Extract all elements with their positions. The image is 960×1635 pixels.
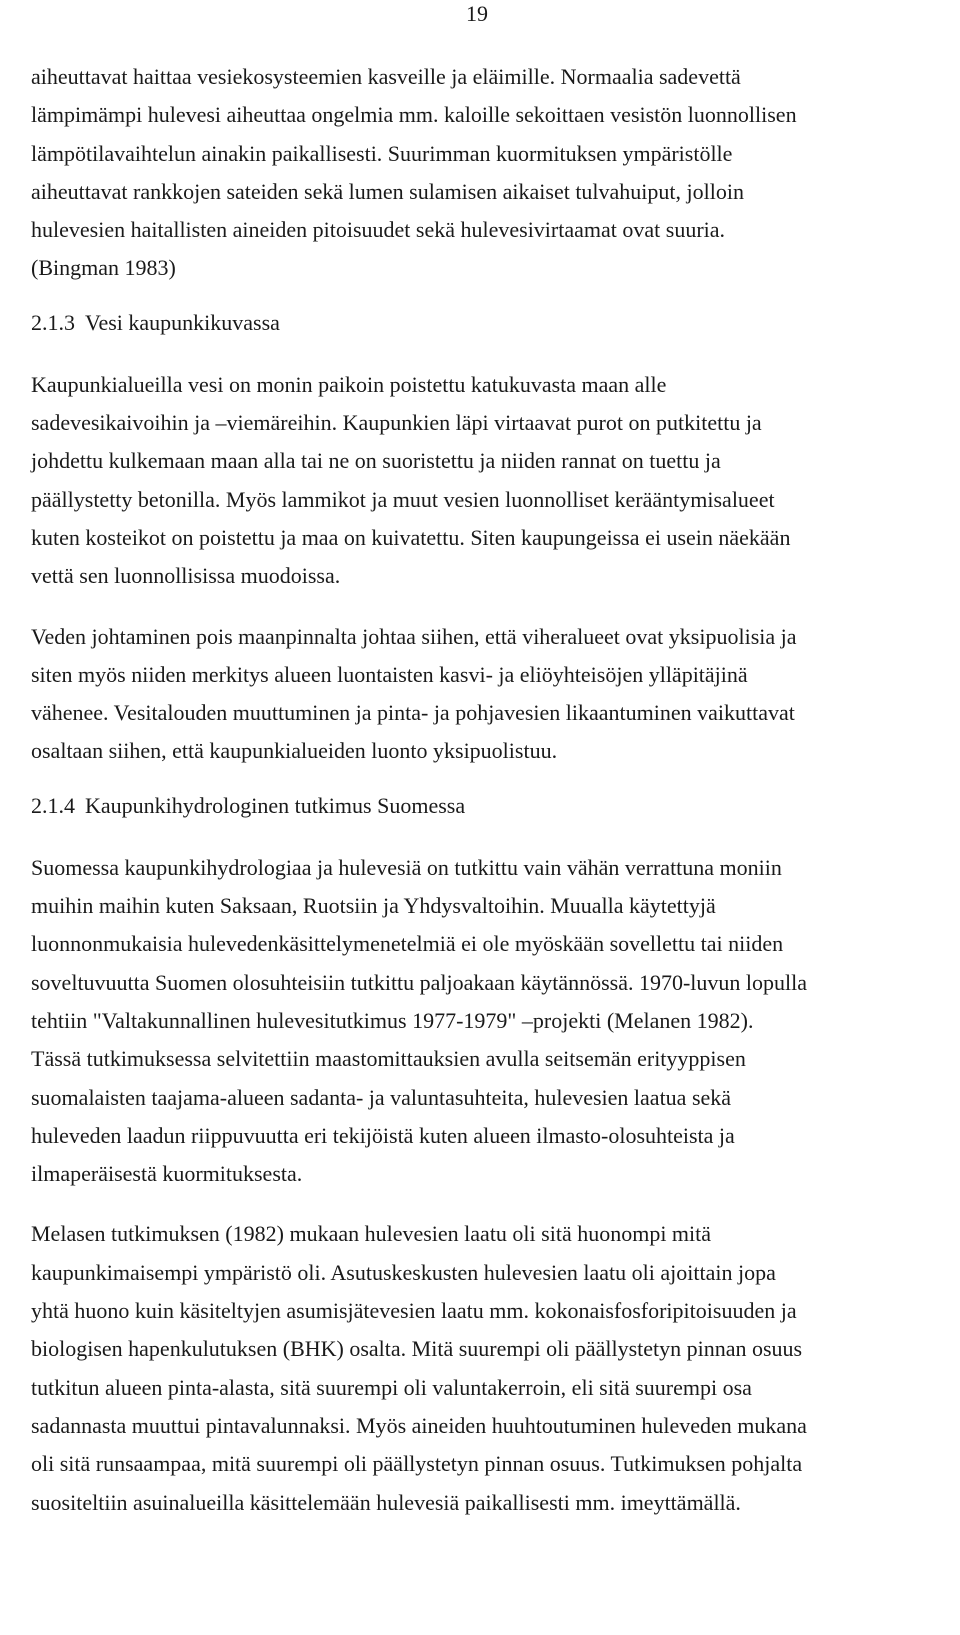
text-line: kuten kosteikot on poistettu ja maa on kuivatettu. Siten kaupungeissa ei usein näekään	[31, 524, 791, 550]
text-line: yhtä huono kuin käsiteltyjen asumisjätevesien laatu mm. kokonaisfosforipitoisuuden ja	[31, 1298, 797, 1324]
text-line: ilmaperäisestä kuormituksesta.	[31, 1161, 303, 1187]
section-number: 2.1.4	[31, 792, 75, 818]
paragraph-melanen-findings	[31, 1215, 936, 1521]
paragraph-water-in-cityscape	[31, 366, 936, 596]
section-heading-2-1-3	[31, 304, 936, 342]
page-number: 19	[466, 1, 488, 26]
text-line: osaltaan siihen, että kaupunkialueiden luonto yksipuolistuu.	[31, 738, 558, 764]
paragraph-finnish-research	[31, 849, 936, 1194]
text-line: sadannasta muuttui pintavalunnaksi. Myös aineiden huuhtoutuminen huleveden mukana	[31, 1412, 807, 1438]
section-heading-2-1-4	[31, 787, 936, 825]
text-line: aiheuttavat rankkojen sateiden sekä lumen sulamisen aikaiset tulvahuiput, jolloin	[31, 178, 744, 204]
text-line: suomalaisten taajama-alueen sadanta- ja valuntasuhteita, hulevesien laatua sekä	[31, 1084, 732, 1110]
text-line: sadevesikaivoihin ja –viemäreihin. Kaupunkien läpi virtaavat purot on putkitettu ja	[31, 410, 762, 436]
text-line: Melasen tutkimuksen (1982) mukaan hulevesien laatu oli sitä huonompi mitä	[31, 1221, 712, 1247]
text-line: tehtiin "Valtakunnallinen hulevesitutkimus 1977-1979" –projekti (Melanen 1982).	[31, 1007, 754, 1033]
text-line: johdettu kulkemaan maan alla tai ne on suoristettu ja niiden rannat on tuettu ja	[31, 448, 721, 474]
text-line: aiheuttavat haittaa vesiekosysteemien kasveille ja eläimille. Normaalia sadevettä	[31, 64, 741, 89]
text-line: Veden johtaminen pois maanpinnalta johtaa siihen, että viheralueet ovat yksipuolisia ja	[31, 623, 797, 649]
text-line: päällystetty betonilla. Myös lammikot ja muut vesien luonnolliset kerääntymisalueet	[31, 486, 775, 512]
text-line: hulevesien haitallisten aineiden pitoisuudet sekä hulevesivirtaamat ovat suuria.	[31, 217, 726, 243]
section-number: 2.1.3	[31, 309, 75, 335]
text-line: Suomessa kaupunkihydrologiaa ja hulevesiä on tutkittu vain vähän verrattuna moniin	[31, 854, 782, 880]
text-line: huleveden laadun riippuvuutta eri tekijöistä kuten alueen ilmasto-olosuhteista ja	[31, 1122, 735, 1148]
paragraph-drainage-effects	[31, 618, 936, 771]
section-title: Kaupunkihydrologinen tutkimus Suomessa	[85, 792, 466, 818]
paragraph-urban-runoff-effects	[31, 58, 936, 288]
text-line: biologisen hapenkulutuksen (BHK) osalta. Mitä suurempi oli päällystetyn pinnan osuus	[31, 1336, 803, 1362]
text-line: vettä sen luonnollisissa muodoissa.	[31, 563, 341, 589]
text-line: oli sitä runsaampaa, mitä suurempi oli päällystetyn pinnan osuus. Tutkimuksen pohjalta	[31, 1451, 803, 1477]
document-body	[31, 58, 936, 1522]
text-line: Kaupunkialueilla vesi on monin paikoin poistettu katukuvasta maan alle	[31, 371, 667, 397]
text-line: (Bingman 1983)	[31, 255, 176, 281]
text-line: siten myös niiden merkitys alueen luontaisten kasvi- ja eliöyhteisöjen ylläpitäjinä	[31, 661, 748, 687]
text-line: kaupunkimaisempi ympäristö oli. Asutuskeskusten hulevesien laatu oli ajoittain jopa	[31, 1259, 776, 1285]
text-line: vähenee. Vesitalouden muuttuminen ja pinta- ja pohjavesien likaantuminen vaikuttavat	[31, 700, 795, 726]
text-line: soveltuvuutta Suomen olosuhteisiin tutkittu paljoakaan käytännössä. 1970-luvun lopulla	[31, 969, 808, 995]
text-line: tutkitun alueen pinta-alasta, sitä suurempi oli valuntakerroin, eli sitä suurempi osa	[31, 1374, 752, 1400]
section-title: Vesi kaupunkikuvassa	[85, 309, 280, 335]
text-line: muihin maihin kuten Saksaan, Ruotsiin ja Yhdysvaltoihin. Muualla käytettyjä	[31, 893, 716, 919]
text-line: luonnonmukaisia hulevedenkäsittelymenetelmiä ei ole myöskään sovellettu tai niiden	[31, 931, 784, 957]
text-line: Tässä tutkimuksessa selvitettiin maastomittauksien avulla seitsemän erityyppisen	[31, 1046, 746, 1072]
text-line: suositeltiin asuinalueilla käsittelemään hulevesiä paikallisesti mm. imeyttämällä.	[31, 1489, 741, 1515]
text-line: lämpimämpi hulevesi aiheuttaa ongelmia mm. kaloille sekoittaen vesistön luonnollisen	[31, 102, 797, 128]
text-line: lämpötilavaihtelun ainakin paikallisesti. Suurimman kuormituksen ympäristölle	[31, 140, 733, 166]
